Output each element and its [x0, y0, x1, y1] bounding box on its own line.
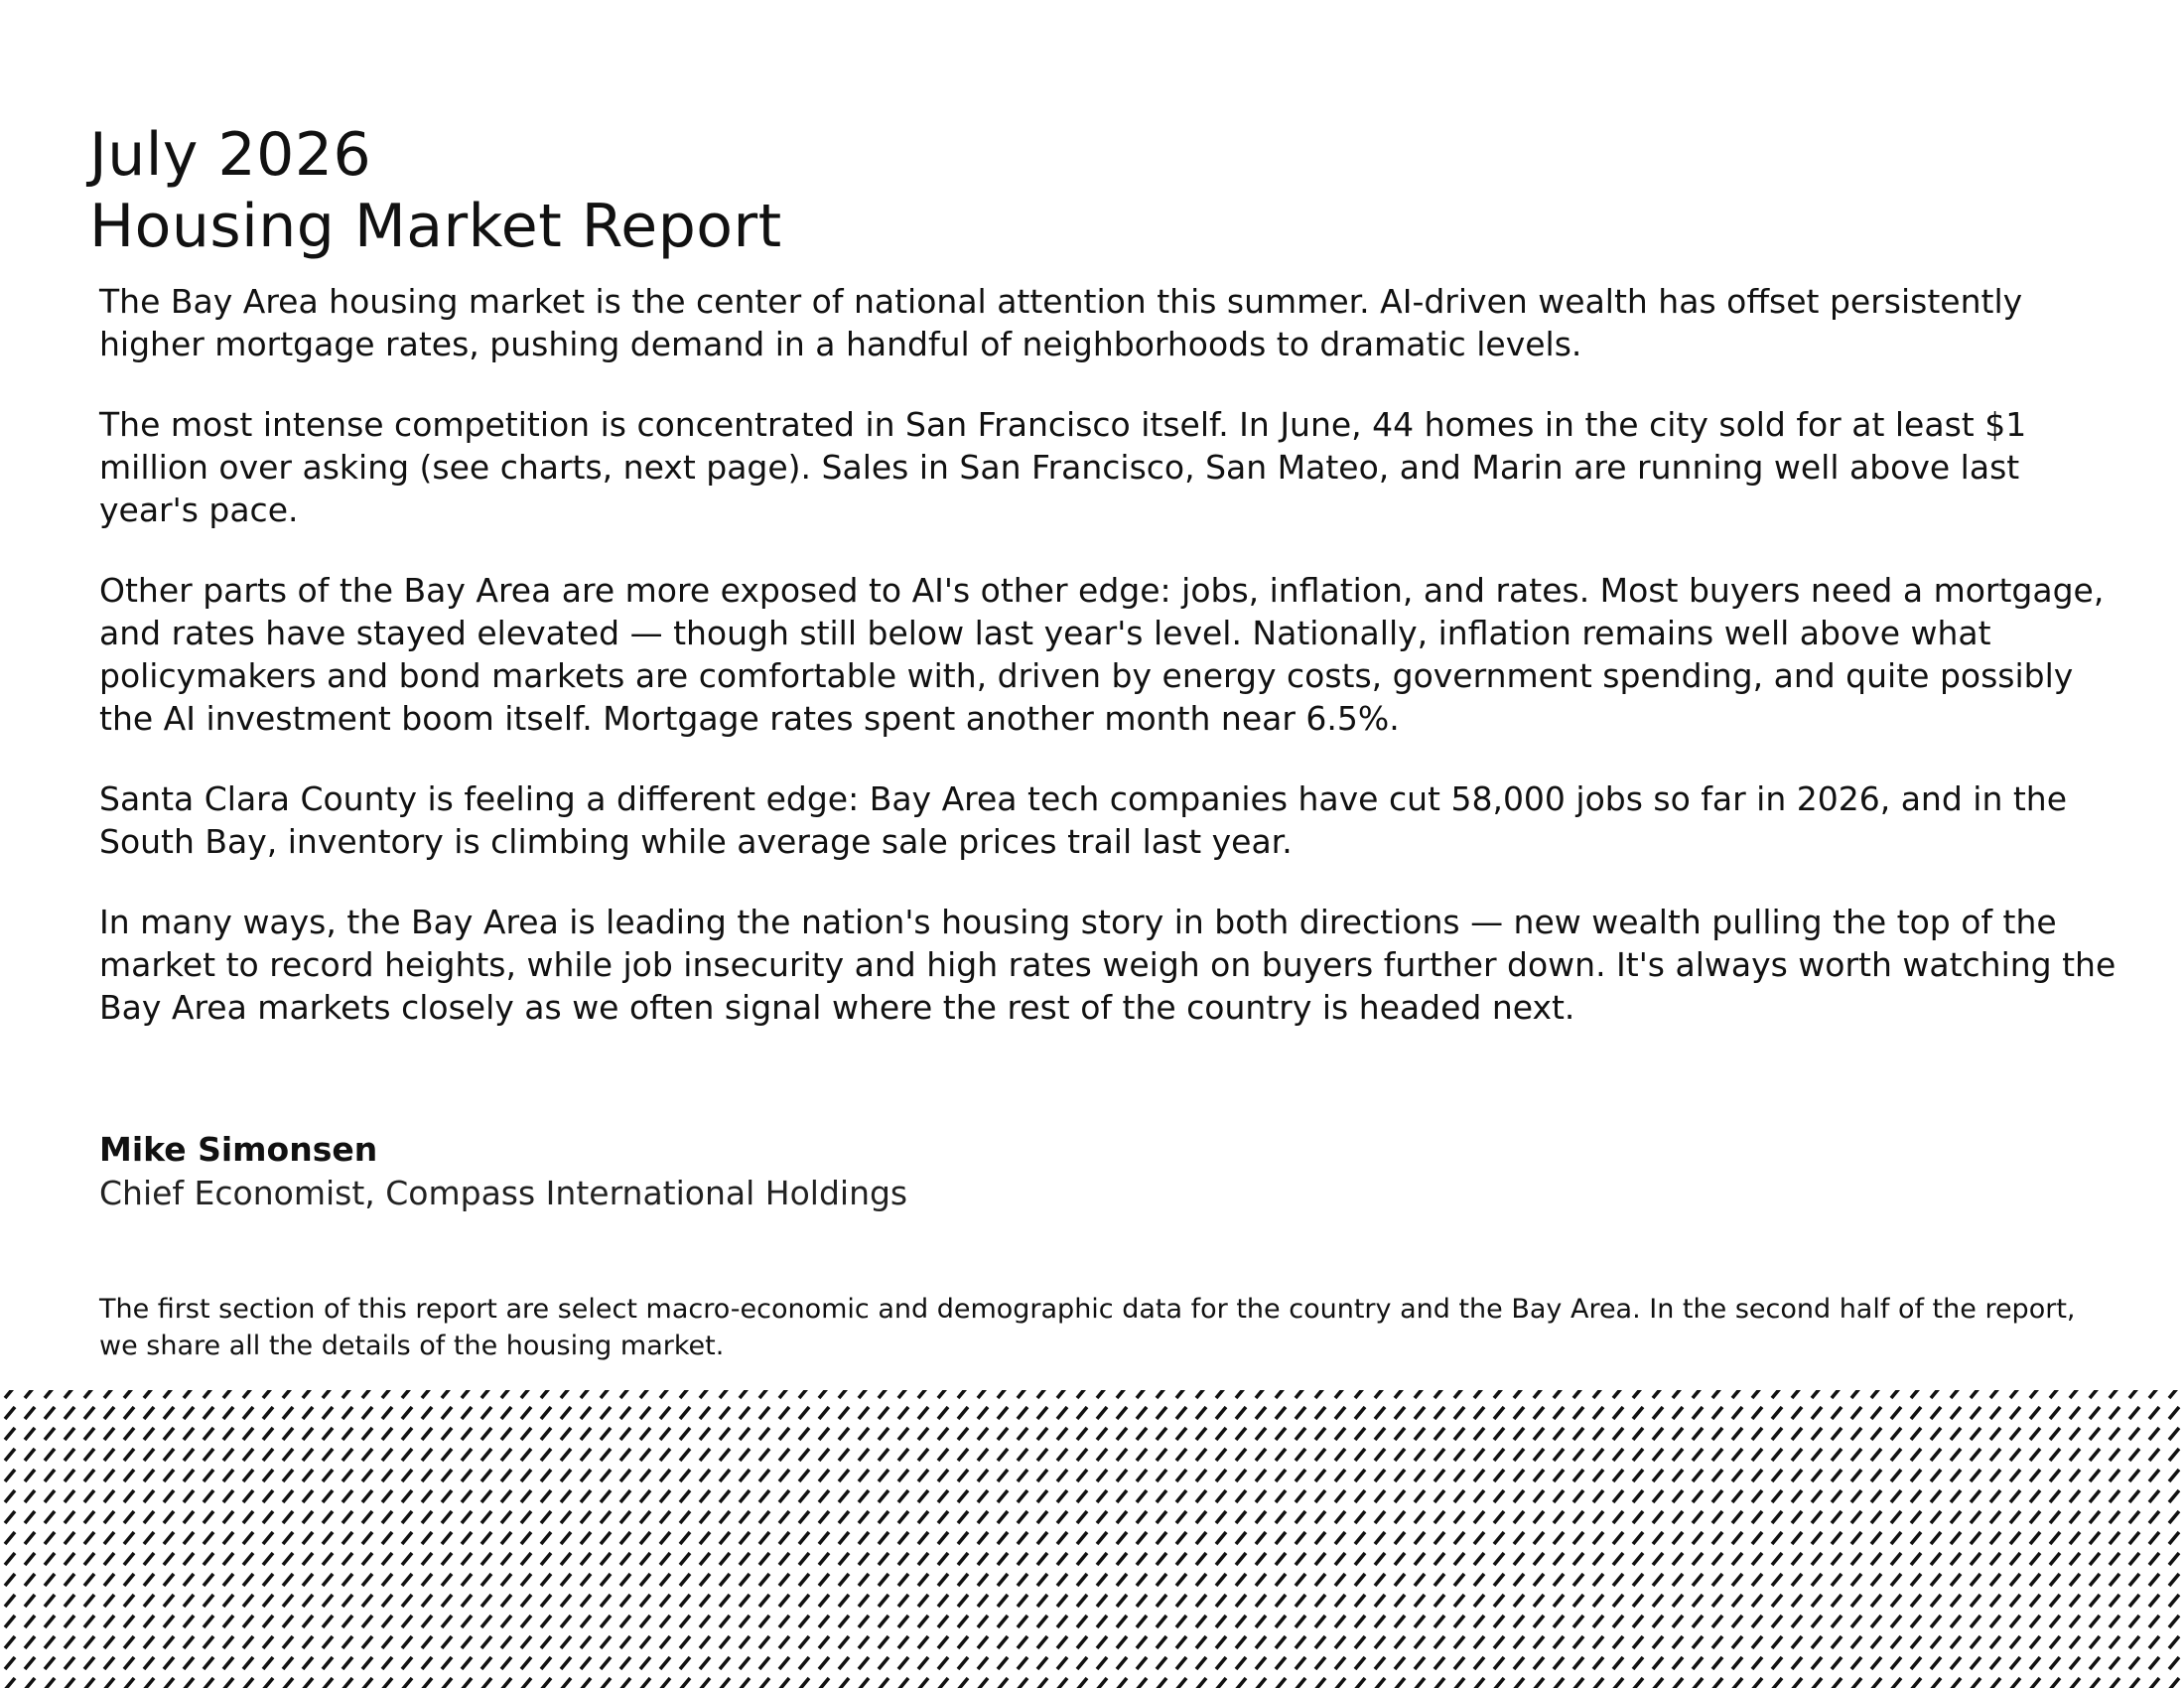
- report-body: [99, 280, 2124, 1066]
- author-title: Chief Economist, Compass International Holdings: [99, 1174, 908, 1212]
- paragraph-santa-clara: Santa Clara County is feeling a different edge: Bay Area tech companies have cut 58,000 jobs so far in 2026, and in the South Bay, inventory is climbing while average sale prices trail last year.: [99, 779, 2068, 861]
- title-date: July 2026: [89, 120, 372, 190]
- hatch-fill: [0, 1390, 2184, 1688]
- paragraph-intro: The Bay Area housing market is the center of national attention this summer. AI-driven wealth has offset persistently higher mortgage rates, pushing demand in a handful of neighborhoods to dramatic levels.: [99, 282, 2023, 363]
- author-block: [99, 1128, 907, 1215]
- author-name: Mike Simonsen: [99, 1130, 378, 1169]
- paragraph-san-francisco: The most intense competition is concentrated in San Francisco itself. In June, 44 homes in the city sold for at least $1 million over asking (see charts, next page). Sales in San Francisco, San Mateo, and Marin are running well above last year's pace.: [99, 405, 2027, 529]
- paragraph-conclusion: In many ways, the Bay Area is leading the nation's housing story in both directions — new wealth pulling the top of the market to record heights, while job insecurity and high rates weigh on buyers further down. It's always worth watching the Bay Area markets closely as we often signal where the rest of the country is headed next.: [99, 903, 2116, 1027]
- title-report-name: Housing Market Report: [89, 192, 782, 261]
- report-footnote: The first section of this report are select macro-economic and demographic data for the country and the Bay Area. In the second half of the report, we share all the details of the housing market.: [99, 1294, 2076, 1361]
- page-title: [89, 119, 782, 262]
- hatch-pattern-decoration: [0, 1390, 2184, 1688]
- paragraph-rates-inflation: Other parts of the Bay Area are more exposed to AI's other edge: jobs, inflation, and rates. Most buyers need a mortgage, and rates have stayed elevated — though still below last year's level. Nationally, inflation remains well above what policymakers and bond markets are comfortable with, driven by energy costs, government spending, and quite possibly the AI investment boom itself. Mortgage rates spent another month near 6.5%.: [99, 571, 2105, 738]
